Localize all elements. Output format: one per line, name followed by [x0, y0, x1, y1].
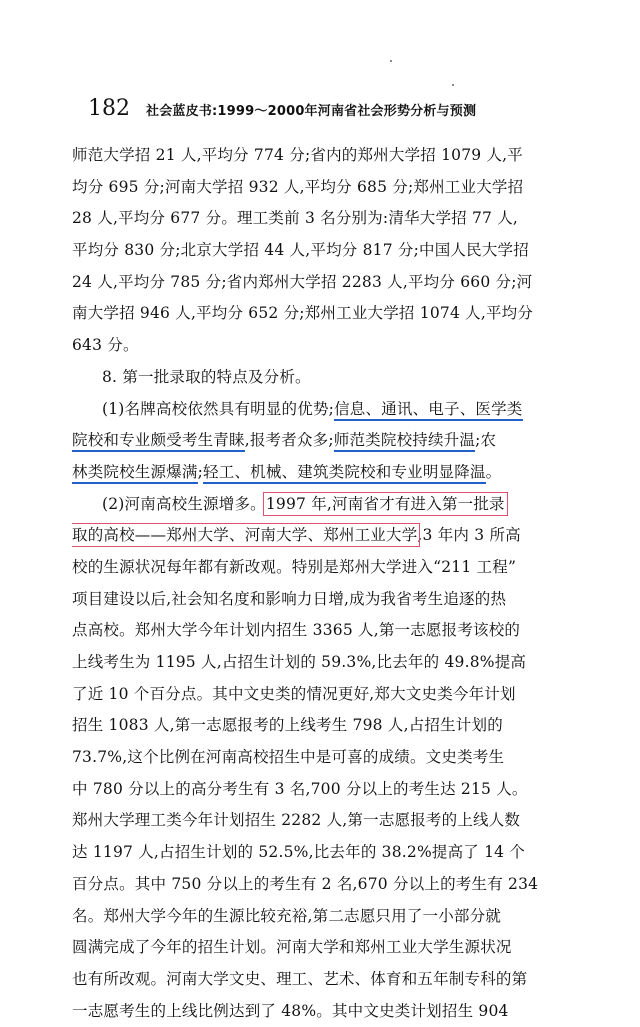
- scan-speck: [452, 84, 454, 86]
- text-line: 一志愿考生的上线比例达到了 48%。其中文史类计划招生 904: [72, 1001, 509, 1020]
- text-line: 均分 695 分;河南大学招 932 人,平均分 685 分;郑州工业大学招: [72, 177, 524, 196]
- text-line: 南大学招 946 人,平均分 652 分;郑州工业大学招 1074 人,平均分: [72, 304, 534, 323]
- page-number: 182: [88, 96, 130, 121]
- underlined-phrase: 轻工、机械、建筑类院校和专业明显降温: [203, 463, 486, 484]
- paragraph-line: [72, 394, 572, 426]
- text-line: 名。郑州大学今年的生源比较充裕,第二志愿只用了一小部分就: [72, 906, 502, 925]
- text-run: 。: [485, 462, 502, 481]
- text-run: ,报考者众多;: [244, 431, 334, 450]
- text-line: 招生 1083 人,第一志愿报考的上线考生 798 人,占招生计划的: [72, 716, 503, 735]
- text-line: 也有所改观。河南大学文史、理工、艺术、体育和五年制专科的第: [72, 969, 528, 988]
- text-line: 28 人,平均分 677 分。理工类前 3 名分别为:清华大学招 77 人,: [72, 209, 519, 228]
- section-heading: 8. 第一批录取的特点及分析。: [102, 367, 311, 386]
- text-line: 73.7%,这个比例在河南高校招生中是可喜的成绩。文史类考生: [72, 748, 505, 767]
- boxed-phrase: 1997 年,河南省才有进入第一批录: [265, 494, 505, 513]
- underlined-phrase: 林类院校生源爆满: [72, 463, 198, 484]
- scan-speck: [390, 60, 392, 62]
- text-line: 师范大学招 21 人,平均分 774 分;省内的郑州大学招 1079 人,平: [72, 146, 523, 164]
- text-line: 项目建设以后,社会知名度和影响力日增,成为我省考生追逐的热: [72, 589, 507, 608]
- text-line: 郑州大学理工类今年计划招生 2282 人,第一志愿报考的上线人数: [72, 811, 521, 830]
- underlined-phrase: 院校和专业颇受考生青睐: [72, 431, 245, 452]
- body-text: [72, 140, 572, 1027]
- text-run: ,3 年内 3 所高: [417, 526, 521, 545]
- text-line: 校的生源状况每年都有新改观。特别是郑州大学进入“211 工程”: [72, 557, 517, 576]
- underlined-phrase: 师范类院校持续升温: [334, 431, 475, 452]
- text-line: 点高校。郑州大学今年计划内招生 3365 人,第一志愿报考该校的: [72, 621, 521, 640]
- text-run: (2)河南高校生源增多。: [102, 494, 266, 513]
- running-header: [88, 96, 588, 126]
- text-line: 平均分 830 分;北京大学招 44 人,平均分 817 分;中国人民大学招: [72, 241, 529, 260]
- text-run: (1)名牌高校依然具有明显的优势;: [102, 399, 335, 418]
- text-line: 圆满完成了今年的招生计划。河南大学和郑州工业大学生源状况: [72, 938, 512, 957]
- text-line: 百分点。其中 750 分以上的考生有 2 名,670 分以上的考生有 234: [72, 874, 539, 893]
- paragraph-line: [72, 457, 572, 489]
- text-line: 达 1197 人,占招生计划的 52.5%,比去年的 38.2%提高了 14 个: [72, 843, 526, 862]
- text-run: ;农: [475, 431, 497, 450]
- text-line: 643 分。: [72, 336, 139, 355]
- text-line: 了近 10 个百分点。其中文史类的情况更好,郑大文史类今年计划: [72, 684, 516, 703]
- paragraph-line: [72, 489, 572, 521]
- text-line: 24 人,平均分 785 分;省内郑州大学招 2283 人,平均分 660 分;河: [72, 272, 533, 291]
- text-line: 中 780 分以上的高分考生有 3 名,700 分以上的考生达 215 人。: [72, 779, 528, 798]
- paragraph-line: [72, 520, 572, 552]
- text-line: 上线考生为 1195 人,占招生计划的 59.3%,比去年的 49.8%提高: [72, 653, 527, 671]
- running-title: 社会蓝皮书:1999～2000年河南省社会形势分析与预测: [146, 104, 477, 119]
- paragraph-line: [72, 425, 572, 457]
- text-run: ;: [197, 462, 204, 481]
- boxed-phrase: 取的高校——郑州大学、河南大学、郑州工业大学: [72, 526, 418, 545]
- underlined-phrase: 信息、通讯、电子、医学类: [334, 400, 522, 421]
